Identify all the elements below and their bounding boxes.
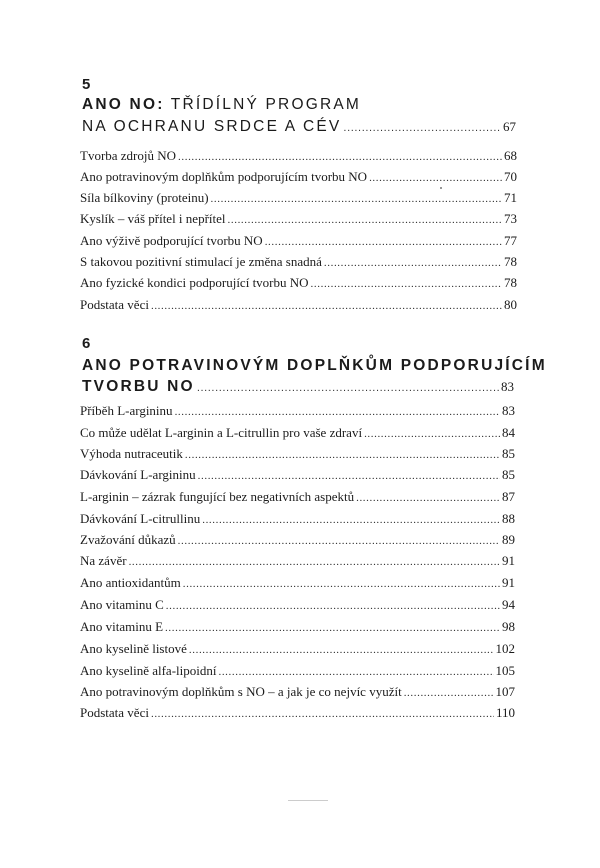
dot-leader (404, 685, 494, 701)
entry-label: Dávkování L-argininu (80, 467, 196, 482)
page-number: 83 (502, 403, 515, 418)
dot-leader (166, 598, 500, 614)
chapter-title-line1 (82, 357, 547, 375)
chapter-title-strong: ANO POTRAVINOVÝM DOPLŇKŮM PODPORUJÍCÍM (82, 357, 547, 374)
dot-leader (175, 404, 500, 420)
dot-leader (265, 234, 502, 250)
page-number: 89 (502, 532, 515, 547)
entry-label: Dávkování L-citrullinu (80, 511, 201, 526)
toc-entry[interactable] (80, 663, 515, 680)
page-number: 67 (503, 119, 516, 134)
chapter-title-strong: ANO NO: (82, 96, 165, 113)
scan-mark (288, 800, 328, 801)
entry-label: Zvažování důkazů (80, 532, 176, 547)
dot-leader (311, 276, 502, 292)
page-number: 87 (502, 489, 515, 504)
toc-entry[interactable] (80, 425, 515, 442)
dot-leader (218, 664, 493, 680)
dot-leader (343, 120, 501, 136)
entry-label: Ano antioxidantům (80, 575, 181, 590)
dot-leader (228, 212, 502, 228)
dot-leader (151, 706, 494, 722)
dot-leader (183, 576, 500, 592)
toc-entry[interactable] (80, 190, 517, 207)
page-number: 91 (502, 575, 515, 590)
entry-label: Ano potravinovým doplňkům s NO – a jak je co nejvíc využít (80, 684, 402, 699)
page-number: 85 (502, 446, 515, 461)
entry-label: Ano potravinovým doplňkům podporujícím tvorbu NO (80, 169, 368, 184)
chapter-title-line2[interactable] (82, 379, 514, 396)
entry-label: Ano kyselině listové (80, 641, 187, 656)
dot-leader (165, 620, 500, 636)
entry-label: Síla bílkoviny (proteinu) (80, 190, 209, 205)
dot-leader (369, 170, 502, 186)
page-number: 85 (502, 467, 515, 482)
dot-leader (356, 490, 500, 506)
chapter-number: 6 (82, 335, 91, 352)
entry-label: Ano výživě podporující tvorbu NO (80, 233, 263, 248)
print-speck (440, 187, 442, 189)
page-number: 94 (502, 597, 515, 612)
entry-label: Ano vitaminu E (80, 619, 164, 634)
page-number: 88 (502, 511, 515, 526)
entry-label: Podstata věci (80, 297, 149, 312)
dot-leader (151, 298, 502, 314)
entry-label: Podstata věci (80, 705, 149, 720)
toc-entry[interactable] (80, 597, 515, 614)
toc-entry[interactable] (80, 211, 517, 228)
toc-entry[interactable] (80, 511, 515, 528)
dot-leader (178, 149, 502, 165)
toc-entry[interactable] (80, 403, 515, 420)
chapter-number: 5 (82, 76, 91, 93)
page-number: 78 (504, 275, 517, 290)
toc-entry[interactable] (80, 489, 515, 506)
toc-entry[interactable] (80, 233, 517, 250)
page-number: 71 (504, 190, 517, 205)
toc-entry[interactable] (80, 553, 515, 570)
entry-label: Kyslík – váš přítel i nepřítel (80, 211, 226, 226)
toc-entry[interactable] (80, 467, 515, 484)
toc-entry[interactable] (80, 148, 517, 165)
page-number: 102 (495, 641, 515, 656)
toc-entry[interactable] (80, 575, 515, 592)
page-number: 110 (495, 705, 515, 720)
toc-entry[interactable] (80, 532, 515, 549)
page-number: 107 (495, 684, 515, 699)
entry-label: Příběh L-argininu (80, 403, 173, 418)
entry-label: Na závěr (80, 553, 127, 568)
dot-leader (129, 554, 500, 570)
dot-leader (197, 380, 499, 396)
chapter-title-text: NA OCHRANU SRDCE A CÉV (82, 118, 342, 135)
page-number: 105 (495, 663, 515, 678)
entry-label: L-arginin – zázrak fungující bez negativních aspektů (80, 489, 355, 504)
dot-leader (202, 512, 500, 528)
entry-label: Ano fyzické kondici podporující tvorbu NO (80, 275, 309, 290)
entry-label: Ano kyselině alfa-lipoidní (80, 663, 217, 678)
toc-entry[interactable] (80, 446, 515, 463)
chapter-title-text: TVORBU NO (82, 378, 195, 395)
dot-leader (198, 468, 500, 484)
toc-entry[interactable] (80, 619, 515, 636)
dot-leader (185, 447, 500, 463)
entry-label: Tvorba zdrojů NO (80, 148, 177, 163)
page-number: 80 (504, 297, 517, 312)
page-number: 78 (504, 254, 517, 269)
page-number: 73 (504, 211, 517, 226)
dot-leader (189, 642, 494, 658)
chapter-title-line1 (82, 96, 361, 114)
dot-leader (364, 426, 500, 442)
toc-entry[interactable] (80, 254, 517, 271)
page-number: 98 (502, 619, 515, 634)
page-number: 83 (501, 379, 514, 394)
toc-entry[interactable] (80, 684, 515, 701)
entry-label: S takovou pozitivní stimulací je změna snadná (80, 254, 322, 269)
page-number: 70 (504, 169, 517, 184)
toc-entry[interactable] (80, 275, 517, 292)
page-number: 84 (502, 425, 515, 440)
entry-label: Co může udělat L-arginin a L-citrullin pro vaše zdraví (80, 425, 363, 440)
page-number: 68 (504, 148, 517, 163)
chapter-title-line2[interactable] (82, 119, 516, 136)
page-number: 77 (504, 233, 517, 248)
dot-leader (178, 533, 500, 549)
dot-leader (324, 255, 502, 271)
toc-entry[interactable] (80, 705, 515, 722)
toc-entry[interactable] (80, 297, 517, 314)
entry-label: Výhoda nutraceutik (80, 446, 183, 461)
dot-leader (211, 191, 502, 207)
chapter-title-rest: TŘÍDÍLNÝ PROGRAM (164, 96, 362, 113)
entry-label: Ano vitaminu C (80, 597, 164, 612)
toc-entry[interactable] (80, 169, 517, 186)
toc-entry[interactable] (80, 641, 515, 658)
page-number: 91 (502, 553, 515, 568)
